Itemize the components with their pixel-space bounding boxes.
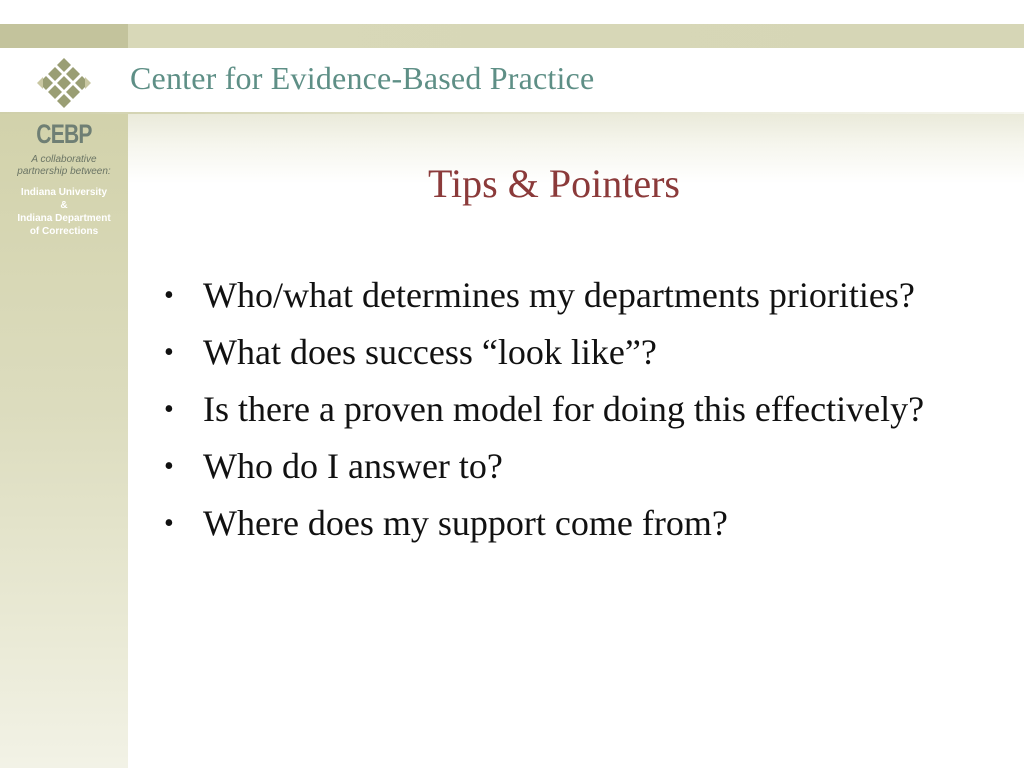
org-title: Center for Evidence-Based Practice xyxy=(130,60,595,96)
bullet-item xyxy=(160,443,980,490)
partner-idoc-line-1: Indiana Department xyxy=(17,213,111,224)
cebp-abbreviation: CEBP xyxy=(36,119,92,149)
top-band xyxy=(0,24,1024,48)
partners xyxy=(0,186,128,238)
collab-text xyxy=(0,154,128,178)
top-band-cap xyxy=(0,24,128,48)
partner-idoc-line-2: of Corrections xyxy=(29,226,99,237)
bullet-item xyxy=(160,329,980,376)
sidebar-branding xyxy=(0,118,128,238)
bullet-item xyxy=(160,272,980,319)
bullet-text: Who/what determines my departments priorities? xyxy=(203,275,915,315)
bullet-item xyxy=(160,500,980,547)
collab-line-2: partnership between: xyxy=(17,166,111,177)
bullet-text: Is there a proven model for doing this effectively? xyxy=(203,389,925,429)
bullet-text: Where does my support come from? xyxy=(203,503,728,543)
bullet-dot-icon: • xyxy=(164,508,174,539)
slide-title: Tips & Pointers xyxy=(428,161,680,206)
bullet-list xyxy=(160,272,980,557)
collab-line-1: A collaborative xyxy=(31,154,97,165)
partner-amp: & xyxy=(60,200,68,211)
bullet-text: Who do I answer to? xyxy=(203,446,503,486)
bullet-dot-icon: • xyxy=(164,337,174,368)
diamond-lattice-logo-icon xyxy=(33,56,95,110)
bullet-dot-icon: • xyxy=(164,280,174,311)
bullet-item xyxy=(160,386,980,433)
bullet-dot-icon: • xyxy=(164,394,174,425)
partner-iu: Indiana University xyxy=(20,187,108,198)
bullet-dot-icon: • xyxy=(164,451,174,482)
bullet-text: What does success “look like”? xyxy=(203,332,657,372)
